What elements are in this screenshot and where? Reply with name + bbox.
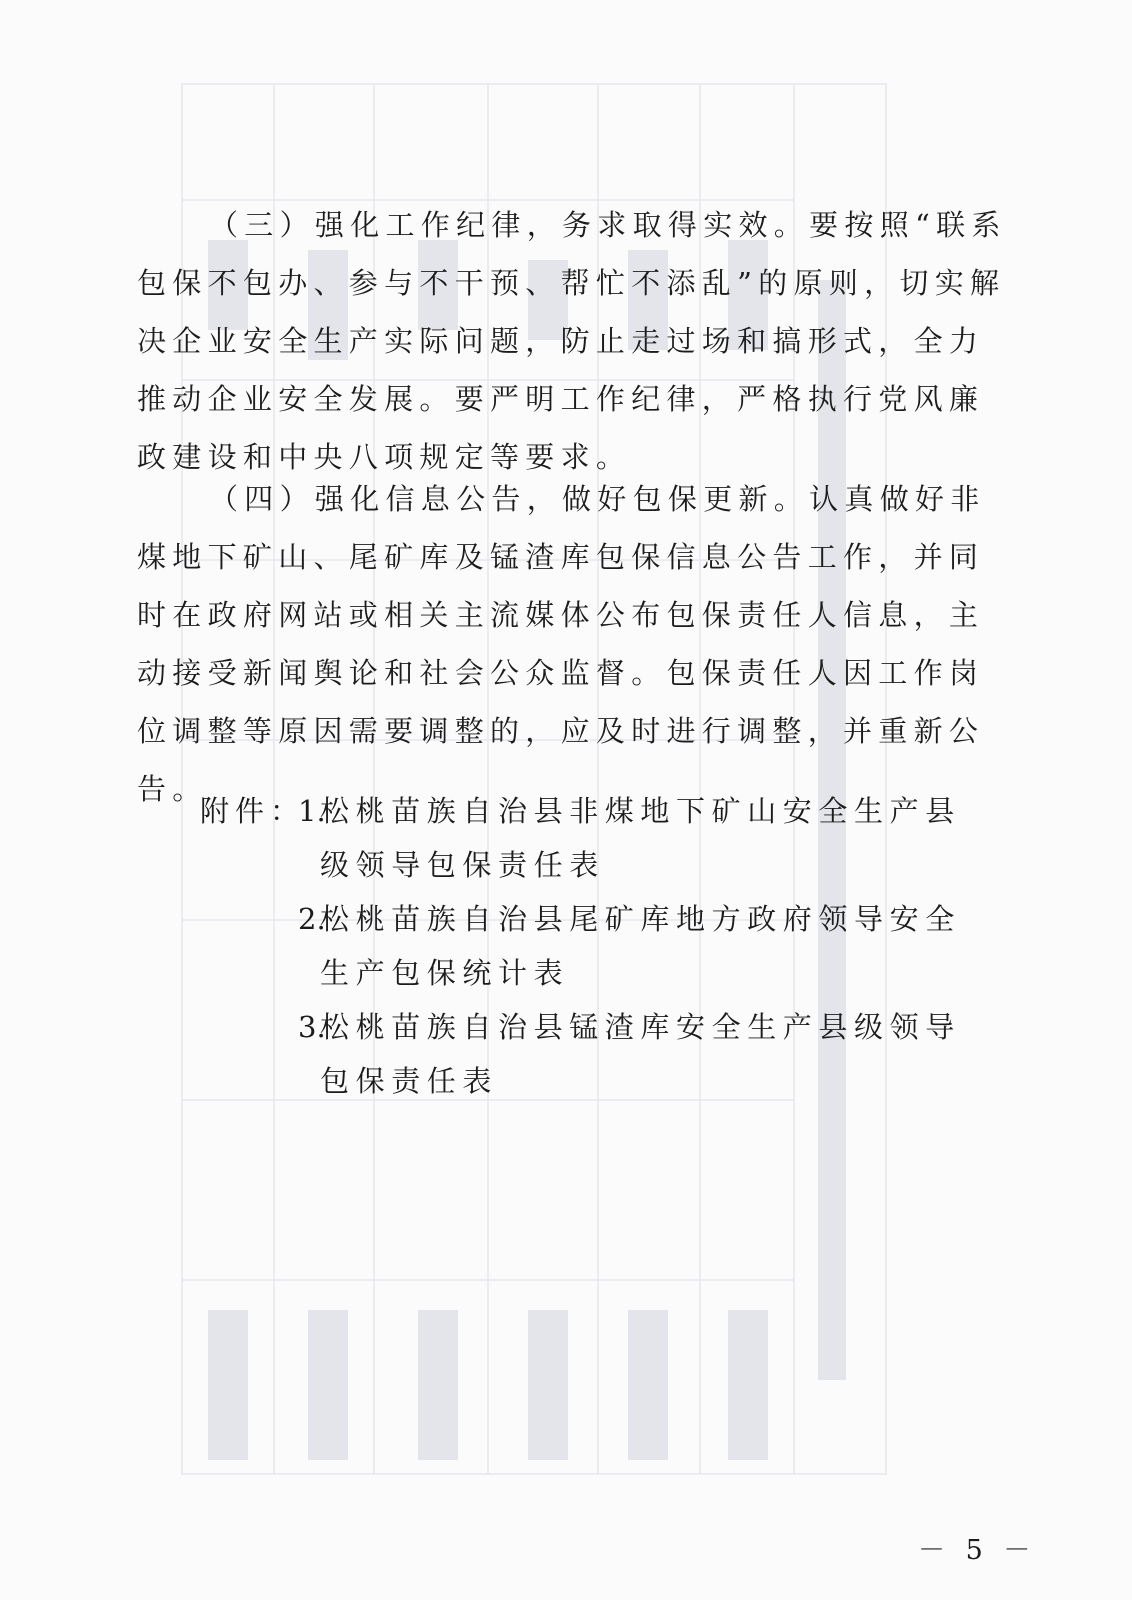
attachment-title: 松桃苗族自治县锰渣库安全生产县级领导包保责任表: [320, 1010, 961, 1098]
attachment-item: [298, 892, 988, 1000]
attachment-number: 3.: [298, 1010, 326, 1044]
attachment-number: 2.: [298, 902, 326, 936]
page-number: － 5 －: [918, 1535, 1037, 1566]
section-three-paragraph: （三）强化工作纪律，务求取得实效。要按照“联系包保不包办、参与不干预、帮忙不添乱”的原则，切实解决企业安全生产实际问题，防止走过场和搞形式，全力推动企业安全发展。要严明工作纪律，严格执行党风廉政建设和中央八项规定等要求。: [137, 208, 1007, 474]
attachment-item: [298, 784, 988, 892]
attachment-number: 1.: [298, 794, 326, 828]
attachments-list: [298, 784, 988, 1108]
attachments-label: 附件：: [200, 794, 306, 828]
attachment-item: [298, 1000, 988, 1108]
attachment-title: 松桃苗族自治县尾矿库地方政府领导安全生产包保统计表: [320, 902, 961, 990]
section-four-paragraph: （四）强化信息公告，做好包保更新。认真做好非煤地下矿山、尾矿库及锰渣库包保信息公告工作，并同时在政府网站或相关主流媒体公布包保责任人信息，主动接受新闻舆论和社会公众监督。包保责任人因工作岗位调整等原因需要调整的，应及时进行调整，并重新公告。: [137, 482, 986, 806]
attachment-title: 松桃苗族自治县非煤地下矿山安全生产县级领导包保责任表: [320, 794, 961, 882]
